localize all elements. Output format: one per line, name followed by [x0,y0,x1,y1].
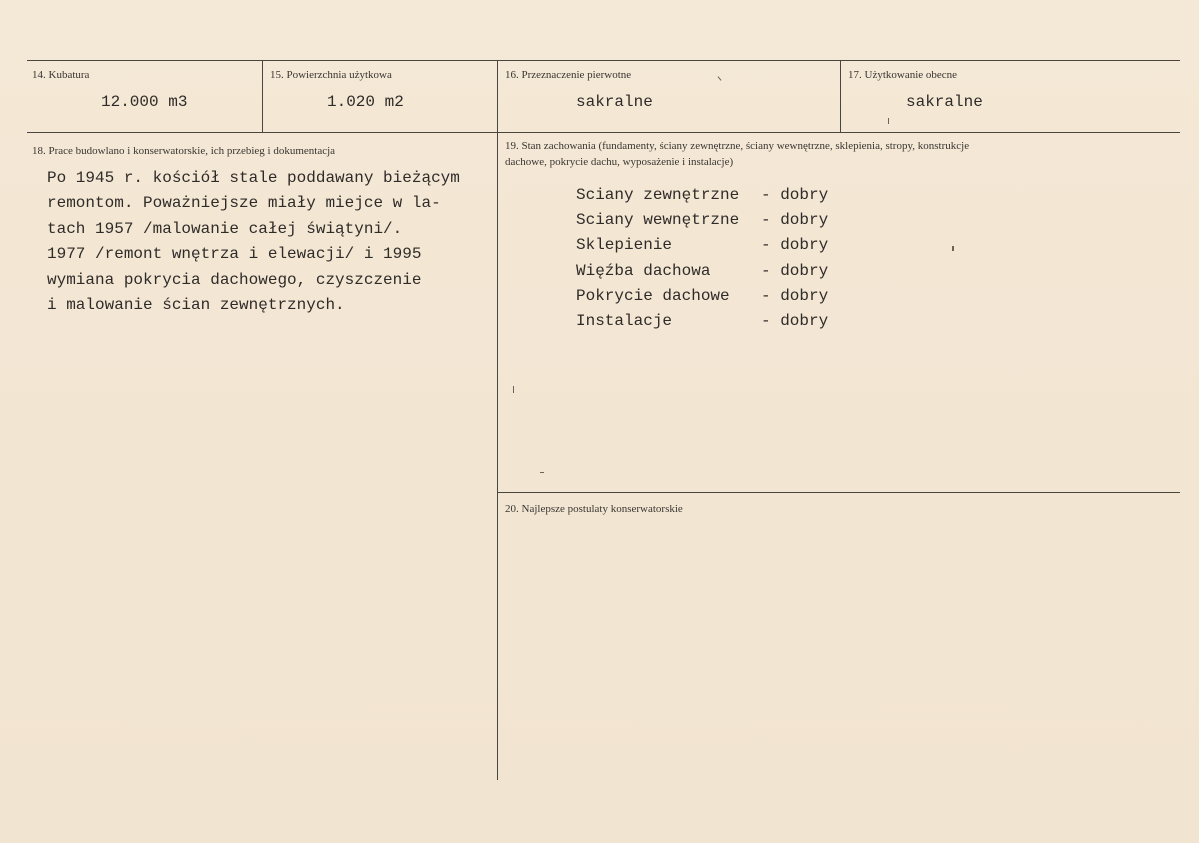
row-divider [27,132,1180,133]
kubatura-label: 14. Kubatura [32,69,90,81]
przeznaczenie-label: 16. Przeznaczenie pierwotne [505,69,632,81]
uzytkowanie-label: 17. Użytkowanie obecne [848,69,958,81]
prace-label: 18. Prace budowlano i konserwatorskie, ich przebieg i dokumentacja [32,145,336,157]
section-divider [497,492,1180,493]
top-rule [27,60,1180,61]
stan-item-name: Więźba dachowa [576,262,711,280]
paper-speck [540,472,544,473]
kubatura-value: 12.000 m3 [101,93,188,111]
stan-item-value: - dobry [761,312,829,330]
prace-line: 1977 /remont wnętrza i elewacji/ i 1995 [47,245,422,263]
col-divider-1 [262,60,263,132]
uzytkowanie-value: sakralne [906,93,983,111]
paper-speck [718,76,722,80]
stan-item-value: - dobry [761,287,829,305]
stan-label-line1: 19. Stan zachowania (fundamenty, ściany zewnętrzne, ściany wewnętrzne, sklepienia, stropy, konstrukcje [505,140,970,152]
paper-speck [888,118,889,124]
col-divider-3 [840,60,841,132]
powierzchnia-label: 15. Powierzchnia użytkowa [270,69,392,81]
stan-item-name: Sciany zewnętrzne [576,186,740,204]
stan-label-line2: dachowe, pokrycie dachu, wyposażenie i instalacje) [505,156,734,168]
paper-speck [952,246,954,251]
stan-item-name: Sklepienie [576,236,673,254]
powierzchnia-value: 1.020 m2 [327,93,404,111]
stan-item-value: - dobry [761,186,829,204]
prace-line: i malowanie ścian zewnętrznych. [47,296,345,314]
prace-line: remontom. Poważniejsze miały miejce w la- [47,194,441,212]
przeznaczenie-value: sakralne [576,93,653,111]
col-divider-2 [497,60,498,780]
paper-speck [513,386,514,393]
stan-item-name: Pokrycie dachowe [576,287,730,305]
prace-line: tach 1957 /malowanie całej świątyni/. [47,220,403,238]
prace-line: wymiana pokrycia dachowego, czyszczenie [47,271,422,289]
stan-item-value: - dobry [761,262,829,280]
prace-line: Po 1945 r. kościół stale poddawany bieżącym [47,169,460,187]
stan-item-name: Sciany wewnętrzne [576,211,740,229]
stan-item-value: - dobry [761,211,829,229]
stan-item-value: - dobry [761,236,829,254]
stan-item-name: Instalacje [576,312,673,330]
postulaty-label: 20. Najlepsze postulaty konserwatorskie [505,503,683,515]
